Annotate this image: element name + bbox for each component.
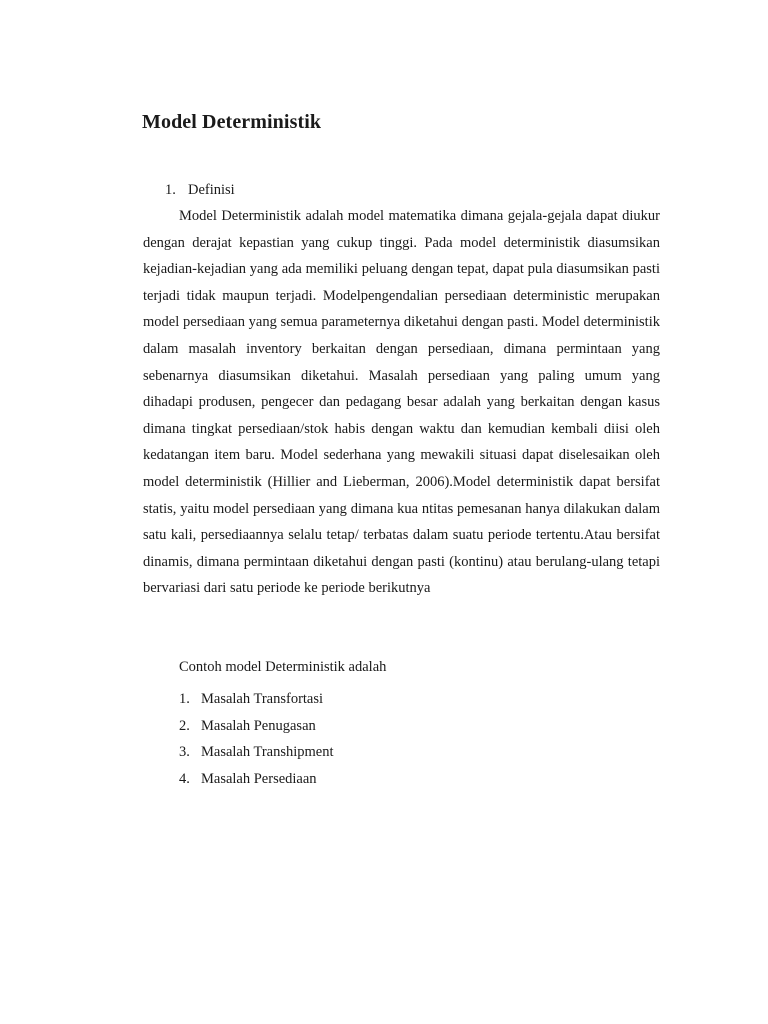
list-item [179, 713, 334, 740]
list-item-number: 3. [179, 744, 190, 761]
examples-list [179, 686, 334, 792]
list-item-label: Masalah Transhipment [201, 744, 334, 761]
list-item-number: 4. [179, 770, 190, 787]
list-item-label: Masalah Penugasan [201, 717, 316, 734]
section-heading [165, 182, 235, 199]
list-item [179, 766, 334, 793]
list-item-label: Masalah Transfortasi [201, 691, 324, 707]
definition-paragraph: Model Deterministik adalah model matematika dimana gejala-gejala dapat diukur dengan derajat kepastian yang cukup tinggi. Pada model deterministik diasumsikan kejadian-kejadian yang ada memiliki peluang dengan tepat, dapat pula diasumsikan pasti terjadi tidak maupun terjadi. Modelpengendalian persediaan deterministic merupakan model persediaan yang semua parameternya diketahui dengan pasti. Model deterministik dalam masalah inventory berkaitan dengan persediaan, dimana permintaan yang sebenarnya diasumsikan diketahui. Masalah persediaan yang paling umum yang dihadapi produsen, pengecer dan pedagang besar adalah yang berkaitan dengan kasus dimana tingkat persediaan/stok habis dengan waktu dan kemudian kembali diisi oleh kedatangan item baru. Model sederhana yang mewakili situasi dapat diselesaikan oleh model deterministik (Hillier and Lieberman, 2006).Model deterministik dapat bersifat statis, yaitu model persediaan yang dimana kua ntitas pemesanan hanya dilakukan dalam satu kali, persediaannya selalu tetap/ terbatas dalam suatu periode tertentu.Atau bersifat dinamis, dimana permintaan diketahui dengan pasti (kontinu) atau berulang-ulang tetapi bervariasi dari satu periode ke periode berikutnya [143, 208, 660, 597]
list-item [179, 739, 334, 766]
examples-intro: Contoh model Deterministik adalah [179, 659, 387, 675]
list-item-number: 1. [179, 691, 190, 707]
list-item-number: 2. [179, 717, 190, 734]
section-heading-label: Definisi [188, 182, 235, 198]
list-item [179, 686, 334, 713]
document-title: Model Deterministik [142, 111, 322, 133]
section-number: 1. [165, 182, 176, 198]
list-item-label: Masalah Persediaan [201, 770, 317, 787]
